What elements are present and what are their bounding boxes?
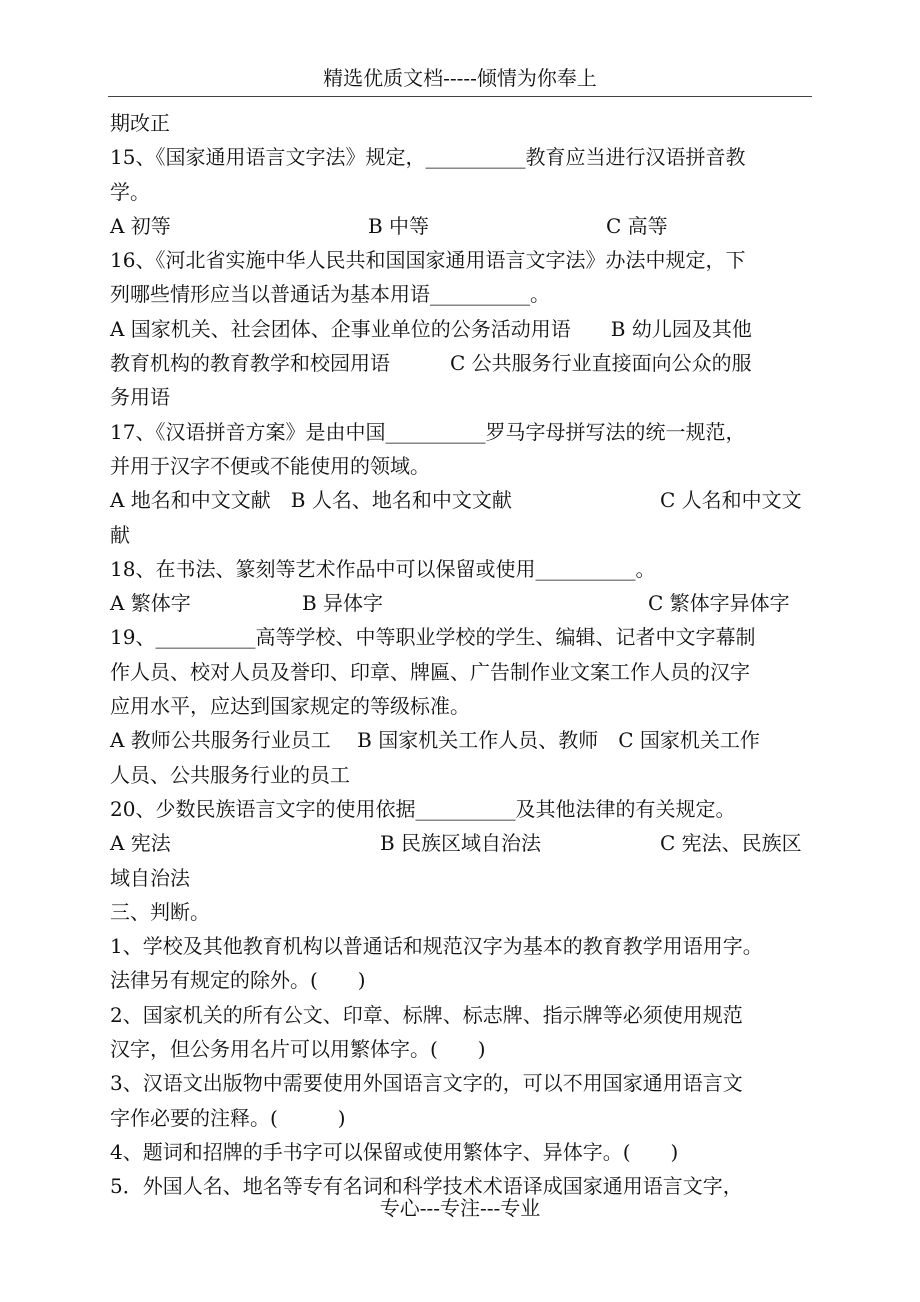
- text-line: 期改正: [110, 111, 170, 135]
- judgment-1: 1、学校及其他教育机构以普通话和规范汉字为基本的教育教学用语用字。: [110, 934, 763, 959]
- section-heading: 三、判断。: [110, 899, 210, 924]
- text-line: 列哪些情形应当以普通话为基本用语__________。: [110, 282, 550, 307]
- document-body: [110, 106, 812, 1204]
- option-b: B 民族区域自治法: [380, 831, 542, 856]
- option-a: A 繁体字: [110, 591, 191, 616]
- page-footer: 专心---专注---专业: [379, 1196, 541, 1220]
- question-18: 18、在书法、篆刻等艺术作品中可以保留或使用__________。: [110, 556, 656, 581]
- option-c: C 高等: [606, 213, 668, 238]
- text-line: 献: [110, 522, 130, 547]
- option-b: B 异体字: [302, 591, 384, 616]
- option-a-b: A 地名和中文文献 B 人名、地名和中文文献: [110, 488, 512, 513]
- option-c: C 宪法、民族区: [660, 831, 802, 856]
- text-line: 作人员、校对人员及誉印、印章、牌匾、广告制作业文案工作人员的汉字: [110, 659, 750, 684]
- question-19: 19、__________高等学校、中等职业学校的学生、编辑、记者中文字幕制: [110, 625, 756, 650]
- text-line: 人员、公共服务行业的员工: [110, 762, 350, 787]
- question-17: 17、《汉语拼音方案》是由中国__________罗马字母拼写法的统一规范，: [110, 419, 746, 444]
- header-divider: [108, 96, 812, 97]
- question-16: 16、《河北省实施中华人民共和国国家通用语言文字法》办法中规定，下: [110, 248, 746, 273]
- text-line: 务用语: [110, 385, 170, 410]
- text-line: 教育机构的教育教学和校园用语 C 公共服务行业直接面向公众的服: [110, 351, 752, 376]
- text-line: 域自治法: [110, 865, 190, 890]
- options-17: [110, 483, 812, 517]
- text-line: 应用水平，应达到国家规定的等级标准。: [110, 694, 470, 719]
- option-c: C 人名和中文文: [660, 488, 802, 513]
- options-16: A 国家机关、社会团体、企事业单位的公务活动用语 B 幼儿园及其他: [110, 316, 752, 341]
- options-20: [110, 826, 812, 860]
- options-15: [110, 209, 812, 243]
- options-18: [110, 586, 812, 620]
- option-c: C 繁体字异体字: [648, 591, 790, 616]
- option-a: A 宪法: [110, 831, 171, 856]
- options-19: A 教师公共服务行业员工 B 国家机关工作人员、教师 C 国家机关工作: [110, 728, 760, 753]
- question-15: 15、《国家通用语言文字法》规定，__________教育应当进行汉语拼音教: [110, 145, 746, 170]
- judgment-3: 3、汉语文出版物中需要使用外国语言文字的，可以不用国家通用语言文: [110, 1071, 743, 1096]
- text-line: 法律另有规定的除外。( ): [110, 968, 366, 993]
- text-line: 并用于汉字不便或不能使用的领域。: [110, 453, 430, 478]
- question-20: 20、少数民族语言文字的使用依据__________及其他法律的有关规定。: [110, 796, 736, 821]
- judgment-5: 5．外国人名、地名等专有名词和科学技术术语译成国家通用语言文字，: [110, 1174, 743, 1199]
- judgment-2: 2、国家机关的所有公文、印章、标牌、标志牌、指示牌等必须使用规范: [110, 1002, 743, 1027]
- judgment-4: 4、题词和招牌的手书字可以保留或使用繁体字、异体字。( ): [110, 1139, 679, 1164]
- option-a: A 初等: [110, 213, 171, 238]
- option-b: B 中等: [368, 213, 430, 238]
- text-line: 字作必要的注释。( ): [110, 1105, 346, 1130]
- page-header: 精选优质文档-----倾情为你奉上: [323, 66, 597, 90]
- text-line: 汉字，但公务用名片可以用繁体字。( ): [110, 1037, 486, 1062]
- text-line: 学。: [110, 179, 150, 204]
